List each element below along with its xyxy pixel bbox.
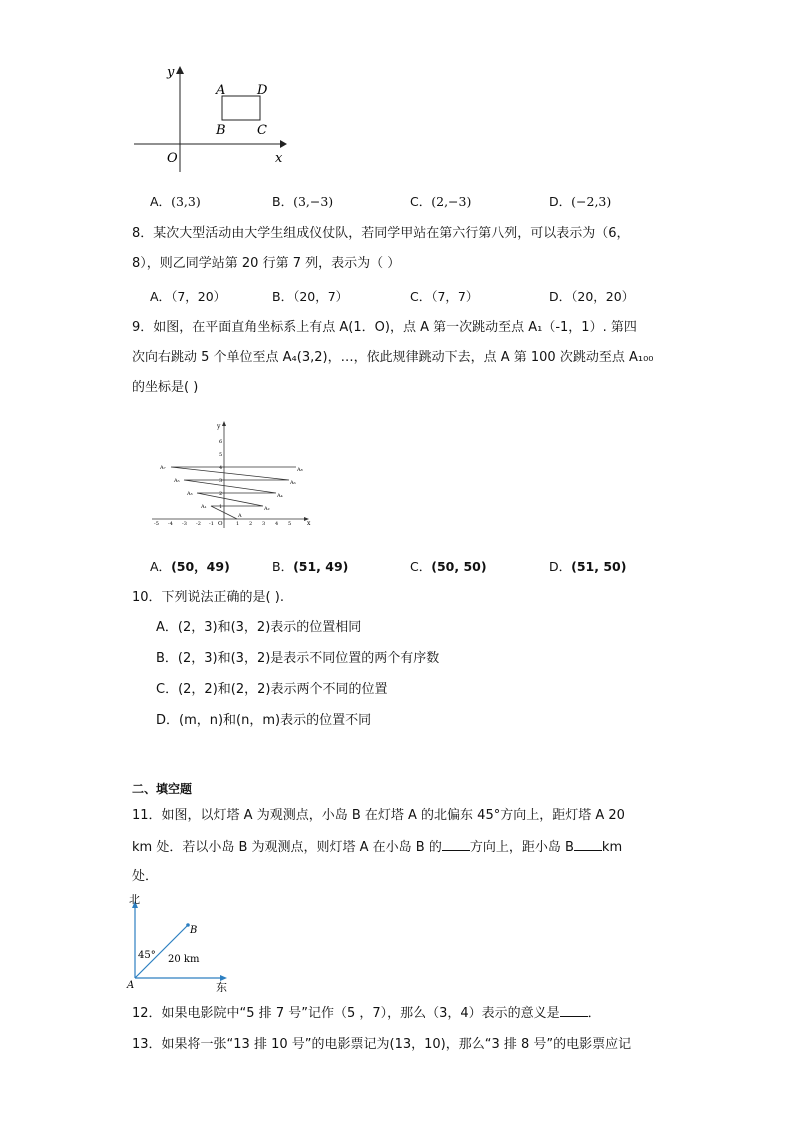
q8-option-b[interactable]: B．（20，7） bbox=[272, 289, 349, 304]
point-b-label: B bbox=[216, 123, 226, 138]
x-tick-neg5: -5 bbox=[154, 521, 159, 527]
section-title-fill-in: 二、填空题 bbox=[132, 782, 193, 796]
y-tick-4: 4 bbox=[219, 465, 223, 471]
x-tick-neg4: -4 bbox=[168, 521, 173, 527]
point-a8-label: A₈ bbox=[297, 467, 303, 473]
q9-option-d[interactable]: D．(51, 50) bbox=[549, 559, 627, 574]
q9-option-c[interactable]: C．(50, 50) bbox=[410, 559, 487, 574]
q9-option-a[interactable]: A．(50，49) bbox=[150, 559, 230, 574]
origin-label: O bbox=[167, 151, 178, 166]
x-tick-4: 4 bbox=[275, 521, 279, 527]
x-tick-neg2: -2 bbox=[196, 521, 201, 527]
q10-option-c[interactable]: C．(2，2)和(2，2)表示两个不同的位置 bbox=[156, 682, 388, 697]
q11-text-part3: km bbox=[601, 840, 623, 855]
q11-answer-blank-direction[interactable] bbox=[442, 839, 470, 851]
q10-option-a[interactable]: A．(2，3)和(3，2)表示的位置相同 bbox=[156, 620, 362, 635]
x-tick-3: 3 bbox=[262, 521, 266, 527]
q9-option-b[interactable]: B．(51, 49) bbox=[272, 559, 349, 574]
q11-stem-line2 bbox=[132, 839, 622, 856]
point-a4-label: A₄ bbox=[277, 493, 283, 499]
q12-text: 12．如果电影院中“5 排 7 号”记作（5 ，7），那么（3，4）表示的意义是 bbox=[132, 1006, 560, 1021]
y-axis-arrow bbox=[222, 421, 226, 426]
q7-option-a[interactable]: A．(3,3) bbox=[150, 194, 201, 209]
q11-answer-blank-distance[interactable] bbox=[574, 839, 602, 851]
q8-option-d[interactable]: D．（20，20） bbox=[549, 289, 635, 304]
x-tick-labels bbox=[154, 521, 291, 527]
q7-option-d[interactable]: D．(−2,3) bbox=[549, 194, 612, 209]
point-a-label: A bbox=[127, 980, 135, 991]
q8-stem-line1: 8．某次大型活动由大学生组成仪仗队，若同学甲站在第六行第八列，可以表示为（6， bbox=[132, 226, 630, 241]
origin-label: O bbox=[218, 521, 223, 527]
x-tick-2: 2 bbox=[249, 521, 253, 527]
q9-stem-line3: 的坐标是( ) bbox=[132, 380, 199, 395]
q10-option-b[interactable]: B．(2，3)和(3，2)是表示不同位置的两个有序数 bbox=[156, 651, 440, 666]
jump-point-labels bbox=[159, 465, 303, 519]
figure-zigzag-jumps bbox=[148, 418, 318, 530]
q9-stem-line1: 9．如图，在平面直角坐标系上有点 A(1．O)，点 A 第一次跳动至点 A₁（-1，1）. 第四 bbox=[132, 320, 637, 335]
east-label: 东 bbox=[216, 981, 227, 992]
q11-text-part1: km 处．若以小岛 B 为观测点，则灯塔 A 在小岛 B 的 bbox=[132, 840, 442, 855]
y-tick-2: 2 bbox=[219, 491, 223, 497]
point-a-label: A bbox=[216, 83, 226, 98]
q10-option-d[interactable]: D．(m，n)和(n，m)表示的位置不同 bbox=[156, 713, 372, 728]
q8-option-c[interactable]: C．（7，7） bbox=[410, 289, 479, 304]
q9-stem-line2: 次向右跳动 5 个单位至点 A₄(3,2)，…，依此规律跳动下去，点 A 第 100 次跳动至点 A₁₀₀ bbox=[132, 350, 654, 365]
q12-answer-blank[interactable] bbox=[560, 1005, 588, 1017]
x-axis-label: x bbox=[307, 520, 311, 527]
x-tick-neg3: -3 bbox=[182, 521, 187, 527]
figure-lighthouse-bearing bbox=[126, 892, 236, 992]
y-axis-arrow bbox=[176, 66, 184, 74]
point-a3-label: A₃ bbox=[187, 491, 193, 497]
q11-stem-line1: 11．如图，以灯塔 A 为观测点，小岛 B 在灯塔 A 的北偏东 45°方向上，距灯塔 A 20 bbox=[132, 808, 625, 823]
q13-stem: 13．如果将一张“13 排 10 号”的电影票记为(13，10)，那么“3 排 8 号”的电影票应记 bbox=[132, 1037, 632, 1052]
point-c-label: C bbox=[257, 123, 267, 138]
point-a1-label: A₁ bbox=[201, 504, 207, 510]
y-tick-labels bbox=[219, 439, 222, 510]
x-tick-neg1: -1 bbox=[209, 521, 214, 527]
point-d-label: D bbox=[257, 83, 268, 98]
figure-rectangle-abcd bbox=[130, 62, 300, 174]
point-a2-label: A₂ bbox=[264, 506, 270, 512]
rectangle-abcd bbox=[222, 96, 260, 120]
x-axis-arrow bbox=[280, 140, 287, 148]
point-a-label: A bbox=[238, 513, 242, 519]
y-tick-3: 3 bbox=[219, 478, 223, 484]
x-tick-1: 1 bbox=[236, 521, 240, 527]
q10-stem: 10．下列说法正确的是( ). bbox=[132, 590, 284, 605]
y-axis-label: y bbox=[217, 423, 221, 430]
distance-label: 20 km bbox=[168, 954, 200, 965]
y-axis-label: y bbox=[167, 65, 175, 80]
x-axis-label: x bbox=[275, 151, 283, 166]
y-tick-6: 6 bbox=[219, 439, 223, 445]
q8-option-a[interactable]: A．（7，20） bbox=[150, 289, 227, 304]
q8-stem-line2: 8），则乙同学站第 20 行第 7 列，表示为（ ） bbox=[132, 256, 401, 271]
q11-text-part2: 方向上，距小岛 B bbox=[469, 840, 574, 855]
q7-option-b[interactable]: B．(3,−3) bbox=[272, 194, 334, 209]
x-tick-5: 5 bbox=[288, 521, 292, 527]
q7-option-c[interactable]: C．(2,−3) bbox=[410, 194, 472, 209]
point-a6-label: A₆ bbox=[290, 480, 296, 486]
y-tick-5: 5 bbox=[219, 452, 223, 458]
point-a5-label: A₅ bbox=[174, 478, 180, 484]
q12-text-end: ． bbox=[587, 1006, 601, 1021]
point-a7-label: A₇ bbox=[160, 465, 166, 471]
point-b-label: B bbox=[190, 925, 198, 936]
q11-stem-line3: 处． bbox=[132, 869, 159, 884]
y-tick-1: 1 bbox=[219, 504, 223, 510]
north-label: 北 bbox=[129, 893, 140, 906]
q12-stem bbox=[132, 1005, 601, 1022]
angle-label: 45° bbox=[138, 950, 156, 961]
